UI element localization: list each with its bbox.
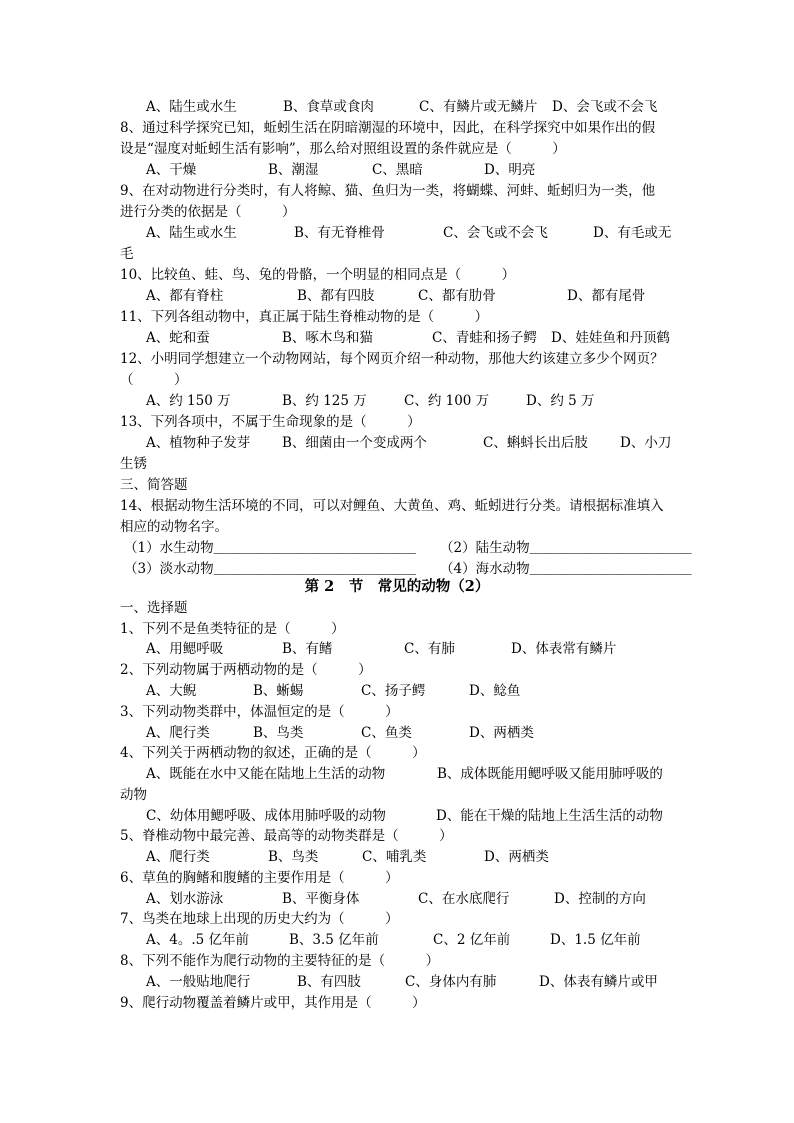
option-a: A、植物种子发芽 xyxy=(146,435,251,451)
question-9-line2: 进行分类的依据是（ ） xyxy=(120,204,296,220)
option-a: A、大鲵 xyxy=(146,683,197,699)
fill-blank-1: （1）水生动物＿＿＿＿＿＿＿＿＿＿＿＿＿＿＿ xyxy=(124,540,417,556)
option-a: A、用鳃呼吸 xyxy=(146,641,224,657)
question-p8: 8、下列不能作为爬行动物的主要特征的是（ ） xyxy=(120,953,440,969)
option-a: A、陆生或水生 xyxy=(146,99,237,115)
options-row xyxy=(146,287,680,305)
option-d: D、明亮 xyxy=(484,162,536,178)
question-10: 10、比较鱼、蛙、鸟、兔的骨骼，一个明显的相同点是（ ） xyxy=(120,267,516,283)
options-row xyxy=(146,973,680,991)
option-a: A、既能在水中又能在陆地上生活的动物 xyxy=(146,766,386,782)
question-11: 11、下列各组动物中，真正属于陆生脊椎动物的是（ ） xyxy=(120,309,489,325)
option-d: D、两栖类 xyxy=(469,725,534,741)
fill-blank-2: （2）陆生动物＿＿＿＿＿＿＿＿＿＿＿＿ xyxy=(440,540,692,556)
option-d: D、有毛或无 xyxy=(593,225,672,241)
options-row xyxy=(146,724,680,742)
option-d: D、体表常有鳞片 xyxy=(511,641,617,657)
option-b: B、3.5 亿年前 xyxy=(289,932,379,948)
option-a: A、爬行类 xyxy=(146,725,210,741)
options-row xyxy=(146,224,680,242)
option-c: C、身体内有肺 xyxy=(405,974,497,990)
option-c: C、幼体用鳃呼吸、成体用肺呼吸的动物 xyxy=(146,808,386,824)
question-12-line1: 12、小明同学想建立一个动物网站，每个网页介绍一种动物，那他大约该建立多少个网页？ xyxy=(120,351,664,367)
option-d: D、体表有鳞片或甲 xyxy=(539,974,658,990)
question-p3: 3、下列动物类群中，体温恒定的是（ ） xyxy=(120,704,399,720)
option-a: A、都有脊柱 xyxy=(146,288,224,304)
option-c: C、青蛙和扬子鳄 xyxy=(432,330,537,346)
options-row xyxy=(146,931,680,949)
question-p2: 2、下列动物属于两栖动物的是（ ） xyxy=(120,662,372,678)
option-d: D、控制的方向 xyxy=(554,891,646,907)
option-c: C、都有肋骨 xyxy=(418,288,496,304)
options-row xyxy=(146,434,680,452)
question-p4-continuation: 动物 xyxy=(120,787,147,803)
option-b: B、有无脊椎骨 xyxy=(294,225,385,241)
question-8-line2: 设是“湿度对蚯蚓生活有影响”，那么给对照组设置的条件就应是（ ） xyxy=(120,141,566,157)
option-d: D、鲶鱼 xyxy=(469,683,521,699)
option-a: A、干燥 xyxy=(146,162,197,178)
options-row xyxy=(146,848,680,866)
question-13: 13、下列各项中，不属于生命现象的是（ ） xyxy=(120,414,421,430)
option-b: B、有鳍 xyxy=(282,641,333,657)
section-title: 第 2 节 常见的动物（2） xyxy=(304,578,490,595)
option-b: B、食草或食肉 xyxy=(283,99,374,115)
question-p7: 7、鸟类在地球上出现的历史大约为（ ） xyxy=(120,911,399,927)
section-heading-choice: 一、选择题 xyxy=(120,600,188,616)
options-row xyxy=(146,161,680,179)
options-row xyxy=(146,890,680,908)
option-a: A、爬行类 xyxy=(146,849,210,865)
option-d: D、1.5 亿年前 xyxy=(550,932,641,948)
question-p6: 6、草鱼的胸鳍和腹鳍的主要作用是（ ） xyxy=(120,870,399,886)
option-a: A、4。.5 亿年前 xyxy=(146,932,250,948)
option-c: C、2 亿年前 xyxy=(433,932,511,948)
option-a: A、划水游泳 xyxy=(146,891,224,907)
option-b: B、有四肢 xyxy=(297,974,361,990)
option-b: B、都有四肢 xyxy=(297,288,375,304)
options-row xyxy=(146,682,680,700)
option-c: C、哺乳类 xyxy=(362,849,427,865)
option-c: C、黑暗 xyxy=(372,162,423,178)
option-b: B、啄木鸟和猫 xyxy=(282,330,373,346)
options-row xyxy=(146,640,680,658)
option-d: D、小刀 xyxy=(620,435,672,451)
options-row xyxy=(146,392,680,410)
options-row xyxy=(146,329,680,347)
fill-blank-4: （4）海水动物＿＿＿＿＿＿＿＿＿＿＿＿ xyxy=(440,561,692,577)
option-a: A、陆生或水生 xyxy=(146,225,237,241)
option-c: C、有鳞片或无鳞片 xyxy=(419,99,538,115)
option-c: C、有肺 xyxy=(404,641,455,657)
option-c: C、扬子鳄 xyxy=(361,683,426,699)
question-12-line2: （ ） xyxy=(120,372,188,388)
option-d: D、都有尾骨 xyxy=(567,288,646,304)
options-row xyxy=(146,807,680,825)
option-d: D、能在干燥的陆地上生活生活的动物 xyxy=(436,808,663,824)
fill-blank-3: （3）淡水动物＿＿＿＿＿＿＿＿＿＿＿＿＿＿＿ xyxy=(124,561,417,577)
option-c: C、约 100 万 xyxy=(404,393,490,409)
option-b: B、约 125 万 xyxy=(282,393,367,409)
question-9-continuation: 毛 xyxy=(120,246,134,262)
options-row xyxy=(146,98,680,116)
question-p4: 4、下列关于两栖动物的叙述，正确的是（ ） xyxy=(120,745,426,761)
question-p5: 5、脊椎动物中最完善、最高等的动物类群是（ ） xyxy=(120,828,453,844)
question-p1: 1、下列不是鱼类特征的是（ ） xyxy=(120,621,345,637)
option-a: A、蛇和蚕 xyxy=(146,330,210,346)
option-d: D、娃娃鱼和丹顶鹤 xyxy=(551,330,670,346)
option-d: D、约 5 万 xyxy=(526,393,595,409)
option-c: C、鱼类 xyxy=(361,725,412,741)
section-heading-short-answer: 三、简答题 xyxy=(120,477,188,493)
option-a: A、一般贴地爬行 xyxy=(146,974,251,990)
option-b: B、蜥蜴 xyxy=(253,683,304,699)
question-8-line1: 8、通过科学探究已知，蚯蚓生活在阴暗潮湿的环境中，因此，在科学探究中如果作出的假 xyxy=(120,120,656,136)
option-b: B、鸟类 xyxy=(268,849,319,865)
question-14-line1: 14、根据动物生活环境的不同，可以对鲤鱼、大黄鱼、鸡、蚯蚓进行分类。请根据标准填入 xyxy=(120,498,664,514)
option-b: B、鸟类 xyxy=(253,725,304,741)
option-b: B、潮湿 xyxy=(268,162,319,178)
question-p9: 9、爬行动物覆盖着鳞片或甲，其作用是（ ） xyxy=(120,995,426,1011)
question-13-continuation: 生锈 xyxy=(120,456,147,472)
question-9-line1: 9、在对动物进行分类时，有人将鲸、猫、鱼归为一类，将蝴蝶、河蚌、蚯蚓归为一类，他 xyxy=(120,183,656,199)
option-b: B、平衡身体 xyxy=(282,891,360,907)
question-14-line2: 相应的动物名字。 xyxy=(120,519,228,535)
option-c: C、蝌蚪长出后肢 xyxy=(483,435,588,451)
option-d: D、会飞或不会飞 xyxy=(552,99,658,115)
option-b: B、细菌由一个变成两个 xyxy=(282,435,427,451)
option-d: D、两栖类 xyxy=(484,849,549,865)
option-b: B、成体既能用鳃呼吸又能用肺呼吸的 xyxy=(437,766,663,782)
option-c: C、会飞或不会飞 xyxy=(443,225,548,241)
option-a: A、约 150 万 xyxy=(146,393,231,409)
options-row xyxy=(146,765,680,783)
option-c: C、在水底爬行 xyxy=(418,891,510,907)
